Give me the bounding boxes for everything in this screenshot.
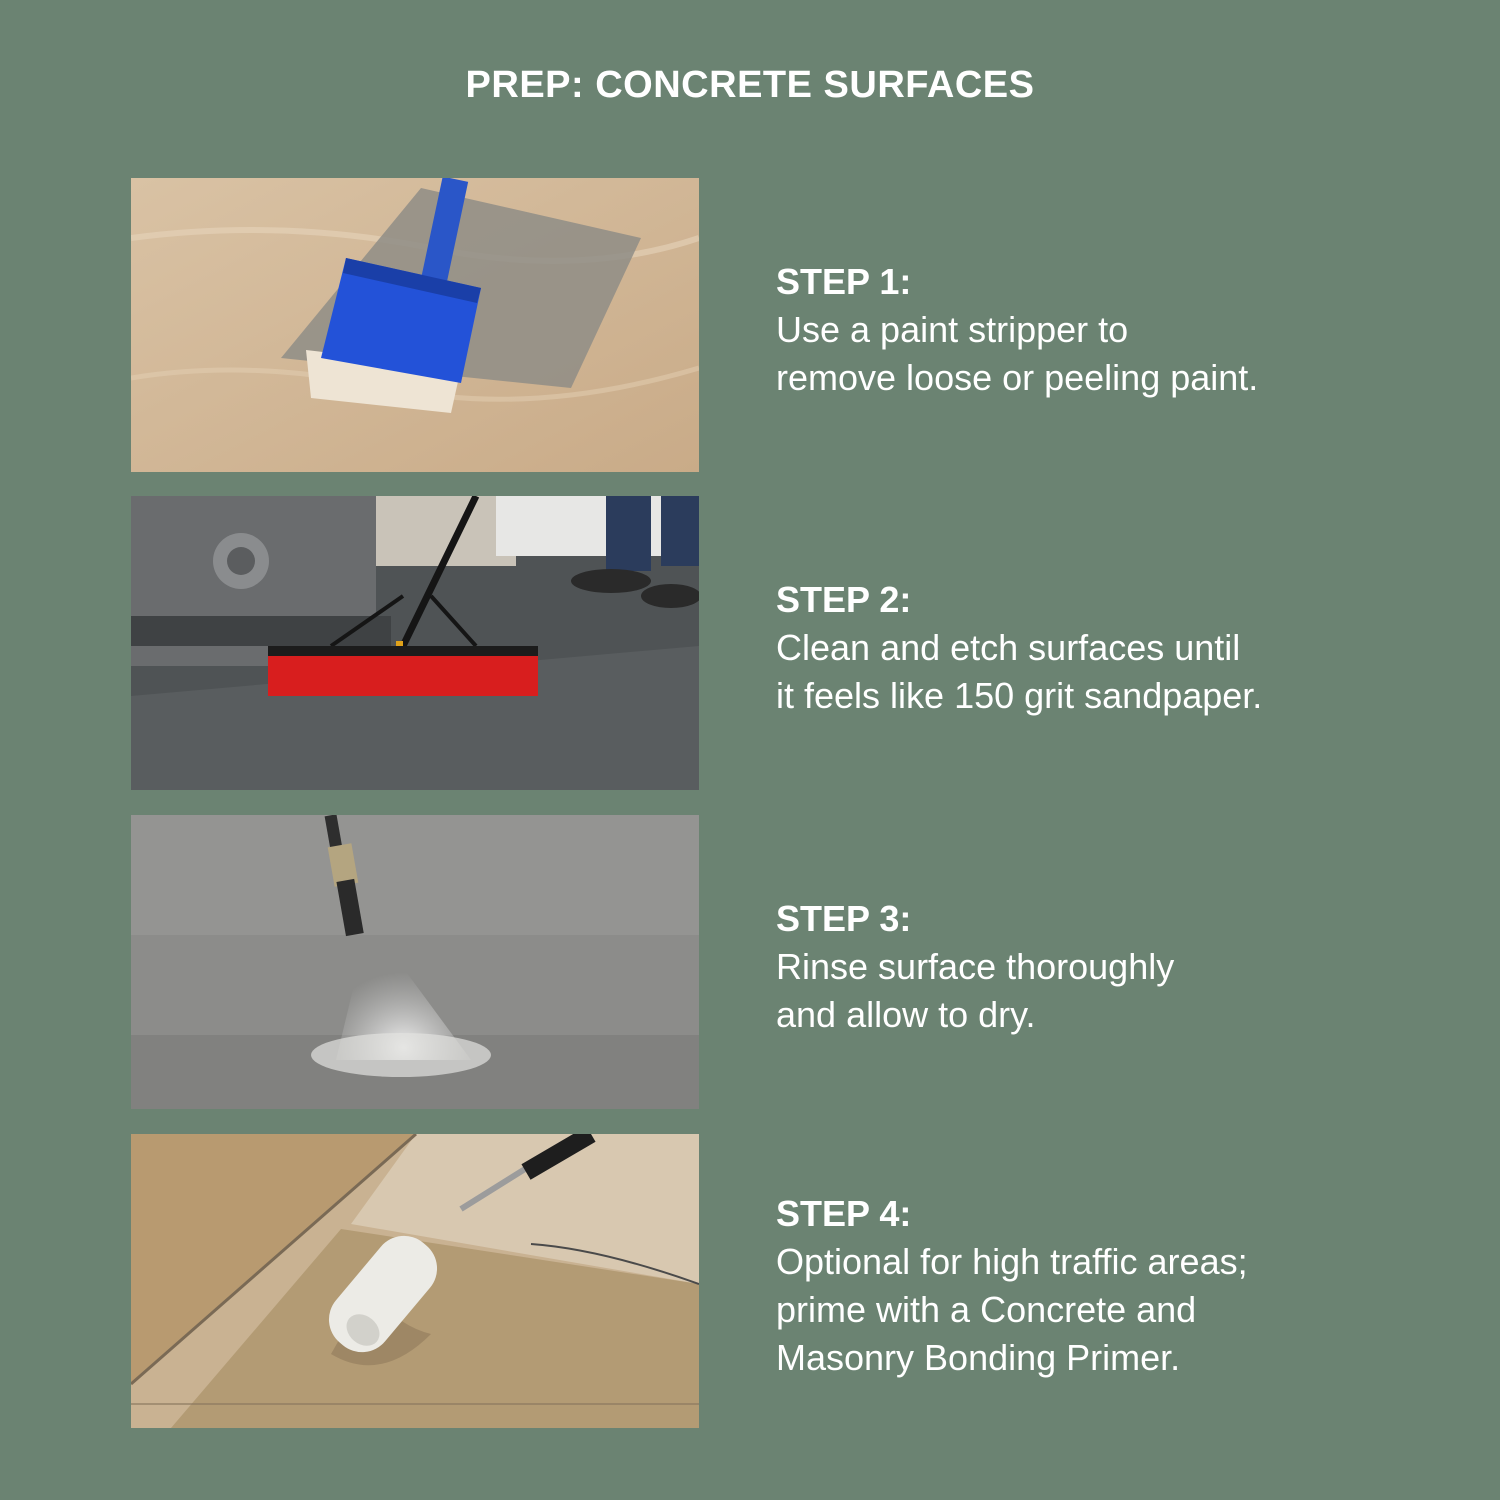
page-title: PREP: CONCRETE SURFACES: [465, 64, 1035, 106]
step-4-line-1: Optional for high traffic areas;: [776, 1241, 1248, 1282]
step-2-photo: [131, 496, 699, 790]
step-2-description: [776, 624, 1262, 720]
step-1: [0, 178, 1500, 472]
step-4-description: [776, 1238, 1248, 1382]
step-4-line-3: Masonry Bonding Primer.: [776, 1337, 1181, 1378]
step-1-description: [776, 306, 1258, 402]
scraper-on-floor-icon: [131, 178, 699, 472]
step-1-label: STEP 1:: [776, 261, 912, 302]
step-3: [0, 815, 1500, 1109]
paint-roller-icon: [131, 1134, 699, 1428]
step-3-line-1: Rinse surface thoroughly: [776, 946, 1175, 987]
step-3-description: [776, 943, 1174, 1039]
step-4-line-2: prime with a Concrete and: [776, 1289, 1197, 1330]
step-4-photo: [131, 1134, 699, 1428]
step-2-label: STEP 2:: [776, 579, 912, 620]
step-2-line-2: it feels like 150 grit sandpaper.: [776, 675, 1263, 716]
step-4: [0, 1134, 1500, 1428]
step-3-photo: [131, 815, 699, 1109]
step-2-line-1: Clean and etch surfaces until: [776, 627, 1241, 668]
push-broom-icon: [131, 496, 699, 790]
step-3-line-2: and allow to dry.: [776, 994, 1036, 1035]
step-2: [0, 496, 1500, 790]
step-1-line-1: Use a paint stripper to: [776, 309, 1129, 350]
step-1-line-2: remove loose or peeling paint.: [776, 357, 1259, 398]
step-2-text: [776, 576, 1262, 720]
step-1-text: [776, 258, 1258, 402]
step-1-photo: [131, 178, 699, 472]
step-3-label: STEP 3:: [776, 898, 912, 939]
step-3-text: [776, 895, 1174, 1039]
step-4-label: STEP 4:: [776, 1193, 912, 1234]
pressure-washer-icon: [131, 815, 699, 1109]
step-4-text: [776, 1190, 1248, 1382]
